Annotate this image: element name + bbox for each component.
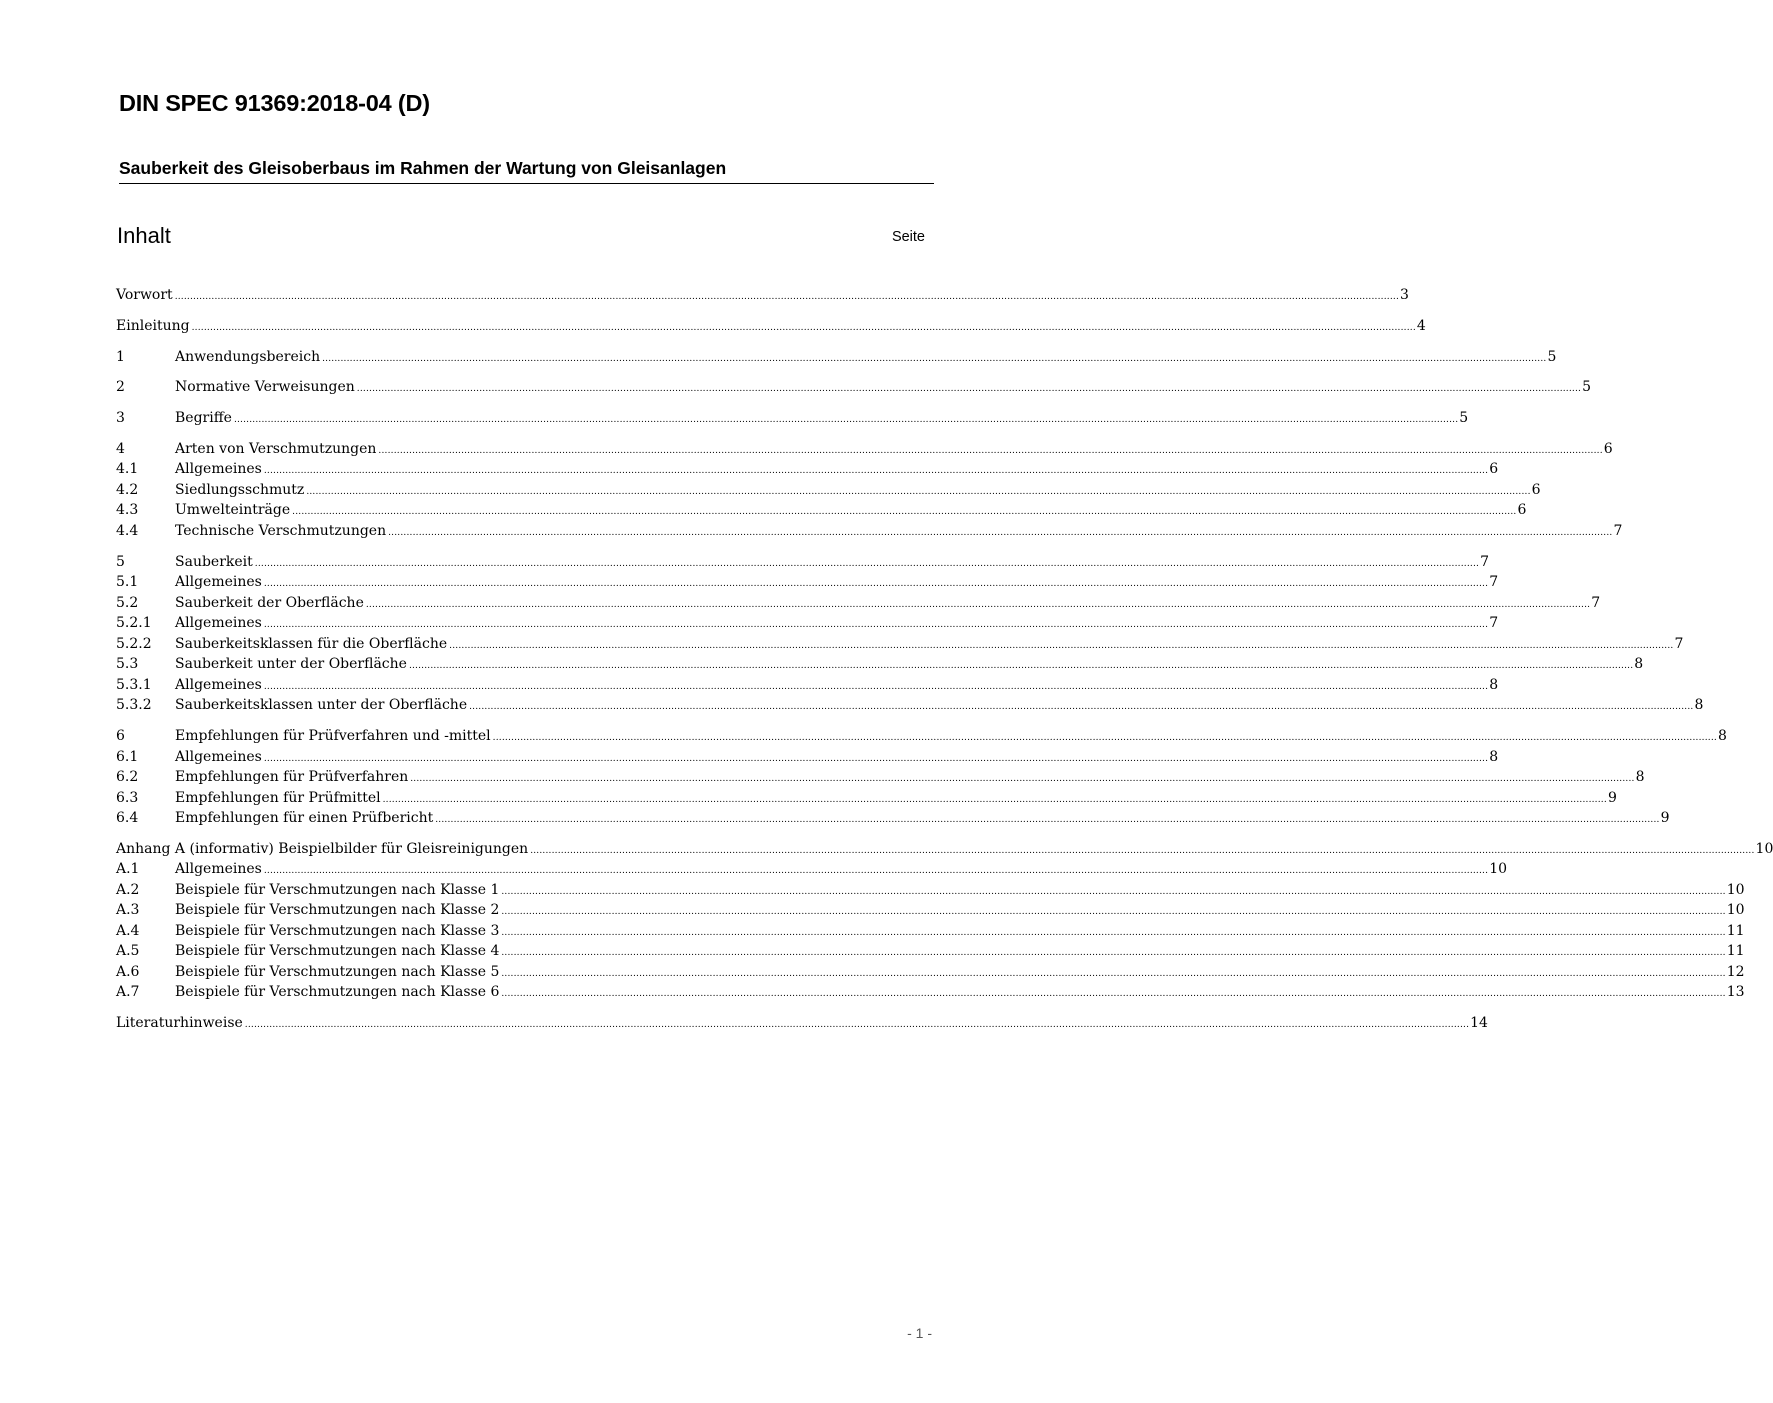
toc-leader-dots: ................................................................................................................................................................................................................................................................................................................................................................................................................ — [501, 968, 1726, 979]
toc-leader-dots: ................................................................................................................................................................................................................................................................................................................................................................................................................ — [382, 794, 1607, 805]
toc-entry[interactable] — [116, 521, 1623, 542]
toc-entry-page: 6 — [1517, 502, 1527, 519]
toc-leader-dots: ................................................................................................................................................................................................................................................................................................................................................................................................................ — [501, 989, 1726, 1000]
toc-entry-page: 10 — [1489, 861, 1508, 878]
toc-entry-title: Sauberkeitsklassen für die Oberfläche — [175, 635, 448, 652]
toc-entry[interactable] — [116, 941, 1745, 962]
toc-leader-dots: ................................................................................................................................................................................................................................................................................................................................................................................................................ — [306, 486, 1531, 497]
toc-entry-number: 5.3.1 — [116, 676, 152, 693]
toc-entry-number: A.7 — [116, 984, 140, 1001]
toc-entry-page: 12 — [1726, 963, 1745, 980]
page-number-footer: - 1 - — [907, 1325, 932, 1341]
toc-leader-dots: ................................................................................................................................................................................................................................................................................................................................................................................................................ — [408, 661, 1634, 672]
toc-entry[interactable] — [116, 634, 1684, 655]
toc-entry-number: A.2 — [116, 881, 140, 898]
toc-entry-number: 5.3.2 — [116, 697, 152, 714]
toc-entry-number: 4 — [116, 440, 125, 457]
toc-entry-title: Anwendungsbereich — [175, 348, 321, 365]
toc-entry[interactable] — [116, 316, 1426, 337]
toc-entry-title: Sauberkeit unter der Oberfläche — [175, 656, 407, 673]
toc-leader-dots: ................................................................................................................................................................................................................................................................................................................................................................................................................ — [388, 527, 1613, 538]
toc-entry-title: Empfehlungen für Prüfverfahren — [175, 769, 409, 786]
toc-entry-title: Allgemeines — [175, 748, 262, 765]
toc-entry-page: 5 — [1547, 348, 1557, 365]
toc-entry-title: Umwelteinträge — [175, 502, 291, 519]
toc-leader-dots: ................................................................................................................................................................................................................................................................................................................................................................................................................ — [501, 948, 1726, 959]
toc-entry[interactable] — [116, 347, 1557, 368]
toc-entry-page: 6 — [1603, 440, 1613, 457]
toc-entry[interactable] — [116, 726, 1727, 747]
toc-entry-page: 6 — [1531, 481, 1541, 498]
toc-entry-number: 5.1 — [116, 574, 139, 591]
toc-entry-title: Beispiele für Verschmutzungen nach Klasse 4 — [175, 943, 500, 960]
toc-entry[interactable] — [116, 593, 1601, 614]
toc-leader-dots: ................................................................................................................................................................................................................................................................................................................................................................................................................ — [233, 415, 1459, 426]
toc-entry-number: 5.3 — [116, 656, 139, 673]
toc-entry-page: 7 — [1489, 615, 1499, 632]
toc-entry-title: Beispiele für Verschmutzungen nach Klasse 3 — [175, 922, 500, 939]
toc-entry-page: 13 — [1726, 984, 1745, 1001]
toc-entry-number: 6.3 — [116, 789, 139, 806]
toc-entry-number: 4.2 — [116, 481, 139, 498]
toc-entry[interactable] — [116, 921, 1745, 942]
toc-leader-dots: ................................................................................................................................................................................................................................................................................................................................................................................................................ — [292, 507, 1517, 518]
toc-entry-title: Beispiele für Verschmutzungen nach Klasse 5 — [175, 963, 500, 980]
toc-entry-page: 8 — [1694, 697, 1704, 714]
toc-leader-dots: ................................................................................................................................................................................................................................................................................................................................................................................................................ — [435, 815, 1660, 826]
toc-entry-page: 7 — [1480, 553, 1490, 570]
toc-leader-dots: ................................................................................................................................................................................................................................................................................................................................................................................................................ — [263, 866, 1489, 877]
toc-entry-number: 3 — [116, 410, 125, 427]
toc-leader-dots: ................................................................................................................................................................................................................................................................................................................................................................................................................ — [322, 353, 1547, 364]
toc-entry-title: Allgemeines — [175, 861, 262, 878]
toc-entry-page: 11 — [1726, 943, 1745, 960]
toc-entry-page: 5 — [1582, 379, 1592, 396]
toc-leader-dots: ................................................................................................................................................................................................................................................................................................................................................................................................................ — [263, 466, 1489, 477]
toc-entry[interactable] — [116, 285, 1409, 306]
toc-entry-number: A.6 — [116, 963, 140, 980]
toc-entry-number: A.4 — [116, 922, 140, 939]
toc-entry-title: Begriffe — [175, 410, 232, 427]
toc-leader-dots: ................................................................................................................................................................................................................................................................................................................................................................................................................ — [244, 1020, 1470, 1031]
toc-entry[interactable] — [116, 962, 1745, 983]
toc-entry-title: Technische Verschmutzungen — [175, 522, 387, 539]
toc-entry-page: 8 — [1717, 728, 1727, 745]
toc-entry-page: 10 — [1726, 881, 1745, 898]
toc-entry[interactable] — [116, 900, 1745, 921]
toc-entry-number: 6 — [116, 728, 125, 745]
toc-entry-title: Siedlungsschmutz — [175, 481, 305, 498]
toc-entry-title: Arten von Verschmutzungen — [175, 440, 377, 457]
toc-entry-number: 4.3 — [116, 502, 139, 519]
toc-entry-page: 4 — [1416, 317, 1426, 334]
toc-entry[interactable] — [116, 613, 1499, 634]
toc-entry-page: 14 — [1470, 1015, 1488, 1032]
toc-entry-page: 8 — [1489, 676, 1499, 693]
toc-entry[interactable] — [116, 695, 1704, 716]
toc-entry[interactable] — [116, 654, 1644, 675]
toc-entry-page: 5 — [1459, 410, 1469, 427]
toc-leader-dots: ................................................................................................................................................................................................................................................................................................................................................................................................................ — [263, 753, 1489, 764]
toc-leader-dots: ................................................................................................................................................................................................................................................................................................................................................................................................................ — [469, 702, 1694, 713]
toc-entry-number: A.5 — [116, 943, 140, 960]
toc-entry[interactable] — [116, 459, 1499, 480]
toc-leader-dots: ................................................................................................................................................................................................................................................................................................................................................................................................................ — [174, 292, 1400, 302]
toc-entry-title: Normative Verweisungen — [175, 379, 355, 396]
toc-entry-title: Allgemeines — [175, 574, 262, 591]
toc-entry-title: Sauberkeit der Oberfläche — [175, 594, 364, 611]
toc-entry-page: 8 — [1489, 748, 1499, 765]
toc-leader-dots: ................................................................................................................................................................................................................................................................................................................................................................................................................ — [501, 907, 1726, 918]
toc-entry[interactable] — [116, 572, 1499, 593]
toc-entry-title: Anhang A (informativ) Beispielbilder für Gleisreinigungen — [116, 840, 529, 857]
toc-entry-page: 8 — [1634, 656, 1644, 673]
toc-entry[interactable] — [116, 859, 1508, 880]
toc-entry[interactable] — [116, 982, 1745, 1003]
toc-entry-number: 1 — [116, 348, 125, 365]
toc-entry-page: 3 — [1400, 287, 1409, 303]
toc-entry-number: 5 — [116, 553, 125, 570]
toc-entry[interactable] — [116, 439, 1613, 460]
toc-leader-dots: ................................................................................................................................................................................................................................................................................................................................................................................................................ — [378, 445, 1603, 456]
toc-leader-dots: ................................................................................................................................................................................................................................................................................................................................................................................................................ — [365, 599, 1591, 610]
toc-entry-title: Einleitung — [116, 317, 190, 334]
toc-entry-page: 7 — [1674, 635, 1684, 652]
toc-leader-dots: ................................................................................................................................................................................................................................................................................................................................................................................................................ — [191, 322, 1416, 333]
toc-entry-number: 4.1 — [116, 461, 139, 478]
toc-entry-title: Sauberkeitsklassen unter der Oberfläche — [175, 697, 468, 714]
toc-entry-title: Beispiele für Verschmutzungen nach Klasse 1 — [175, 881, 500, 898]
toc-entry[interactable] — [116, 480, 1541, 501]
toc-entry-page: 7 — [1489, 574, 1499, 591]
toc-leader-dots: ................................................................................................................................................................................................................................................................................................................................................................................................................ — [263, 620, 1489, 631]
toc-leader-dots: ................................................................................................................................................................................................................................................................................................................................................................................................................ — [263, 681, 1489, 692]
toc-entry-number: 6.2 — [116, 769, 139, 786]
toc-leader-dots: ................................................................................................................................................................................................................................................................................................................................................................................................................ — [254, 558, 1480, 569]
toc-entry-title: Vorwort — [116, 287, 173, 303]
toc-entry-title: Sauberkeit — [175, 553, 253, 570]
toc-entry-title: Allgemeines — [175, 461, 262, 478]
toc-entry-title: Allgemeines — [175, 615, 262, 632]
toc-entry[interactable] — [116, 880, 1745, 901]
toc-entry-page: 7 — [1591, 594, 1601, 611]
toc-entry-number: 5.2.1 — [116, 615, 152, 632]
toc-entry-page: 6 — [1489, 461, 1499, 478]
toc-entry[interactable] — [116, 408, 1469, 429]
toc-entry-title: Empfehlungen für Prüfmittel — [175, 789, 381, 806]
toc-entry-number: 5.2 — [116, 594, 139, 611]
toc-entry[interactable] — [116, 808, 1670, 829]
table-of-contents — [116, 285, 1773, 1034]
toc-entry[interactable] — [116, 377, 1592, 398]
toc-leader-dots: ................................................................................................................................................................................................................................................................................................................................................................................................................ — [356, 384, 1582, 395]
toc-entry-page: 9 — [1660, 810, 1670, 827]
toc-leader-dots: ................................................................................................................................................................................................................................................................................................................................................................................................................ — [530, 845, 1755, 856]
toc-leader-dots: ................................................................................................................................................................................................................................................................................................................................................................................................................ — [501, 886, 1726, 897]
toc-leader-dots: ................................................................................................................................................................................................................................................................................................................................................................................................................ — [410, 774, 1635, 785]
toc-entry-page: 10 — [1726, 902, 1745, 919]
toc-entry-title: Beispiele für Verschmutzungen nach Klasse 2 — [175, 902, 500, 919]
toc-entry-title: Beispiele für Verschmutzungen nach Klasse 6 — [175, 984, 500, 1001]
toc-entry-title: Allgemeines — [175, 676, 262, 693]
toc-entry-number: 6.4 — [116, 810, 139, 827]
toc-leader-dots: ................................................................................................................................................................................................................................................................................................................................................................................................................ — [501, 927, 1726, 938]
toc-entry[interactable] — [116, 767, 1645, 788]
toc-leader-dots: ................................................................................................................................................................................................................................................................................................................................................................................................................ — [263, 579, 1489, 590]
toc-leader-dots: ................................................................................................................................................................................................................................................................................................................................................................................................................ — [492, 733, 1717, 744]
toc-entry-number: A.1 — [116, 861, 140, 878]
toc-entry[interactable] — [116, 747, 1499, 768]
toc-heading: Inhalt — [117, 223, 171, 248]
toc-entry-page: 7 — [1613, 522, 1623, 539]
document-title: DIN SPEC 91369:2018-04 (D) — [119, 90, 430, 116]
toc-entry[interactable] — [116, 500, 1527, 521]
toc-entry[interactable] — [116, 788, 1617, 809]
toc-entry-number: 2 — [116, 379, 125, 396]
toc-entry-page: 8 — [1635, 769, 1645, 786]
document-subtitle: Sauberkeit des Gleisoberbaus im Rahmen der Wartung von Gleisanlagen — [119, 158, 934, 184]
toc-leader-dots: ................................................................................................................................................................................................................................................................................................................................................................................................................ — [449, 640, 1674, 651]
toc-entry[interactable] — [116, 1013, 1488, 1034]
page-column-label: Seite — [891, 229, 925, 245]
toc-entry-title: Literaturhinweise — [116, 1015, 243, 1032]
toc-entry-title: Empfehlungen für Prüfverfahren und -mittel — [175, 728, 491, 745]
toc-entry-title: Empfehlungen für einen Prüfbericht — [175, 810, 434, 827]
toc-entry[interactable] — [116, 552, 1490, 573]
toc-entry-number: A.3 — [116, 902, 140, 919]
toc-entry-page: 11 — [1726, 922, 1745, 939]
toc-entry-page: 9 — [1607, 789, 1617, 806]
toc-entry-page: 10 — [1755, 840, 1773, 857]
toc-entry-number: 6.1 — [116, 748, 139, 765]
toc-entry[interactable] — [116, 839, 1773, 860]
toc-entry-number: 5.2.2 — [116, 635, 152, 652]
toc-entry-number: 4.4 — [116, 522, 139, 539]
toc-entry[interactable] — [116, 675, 1499, 696]
